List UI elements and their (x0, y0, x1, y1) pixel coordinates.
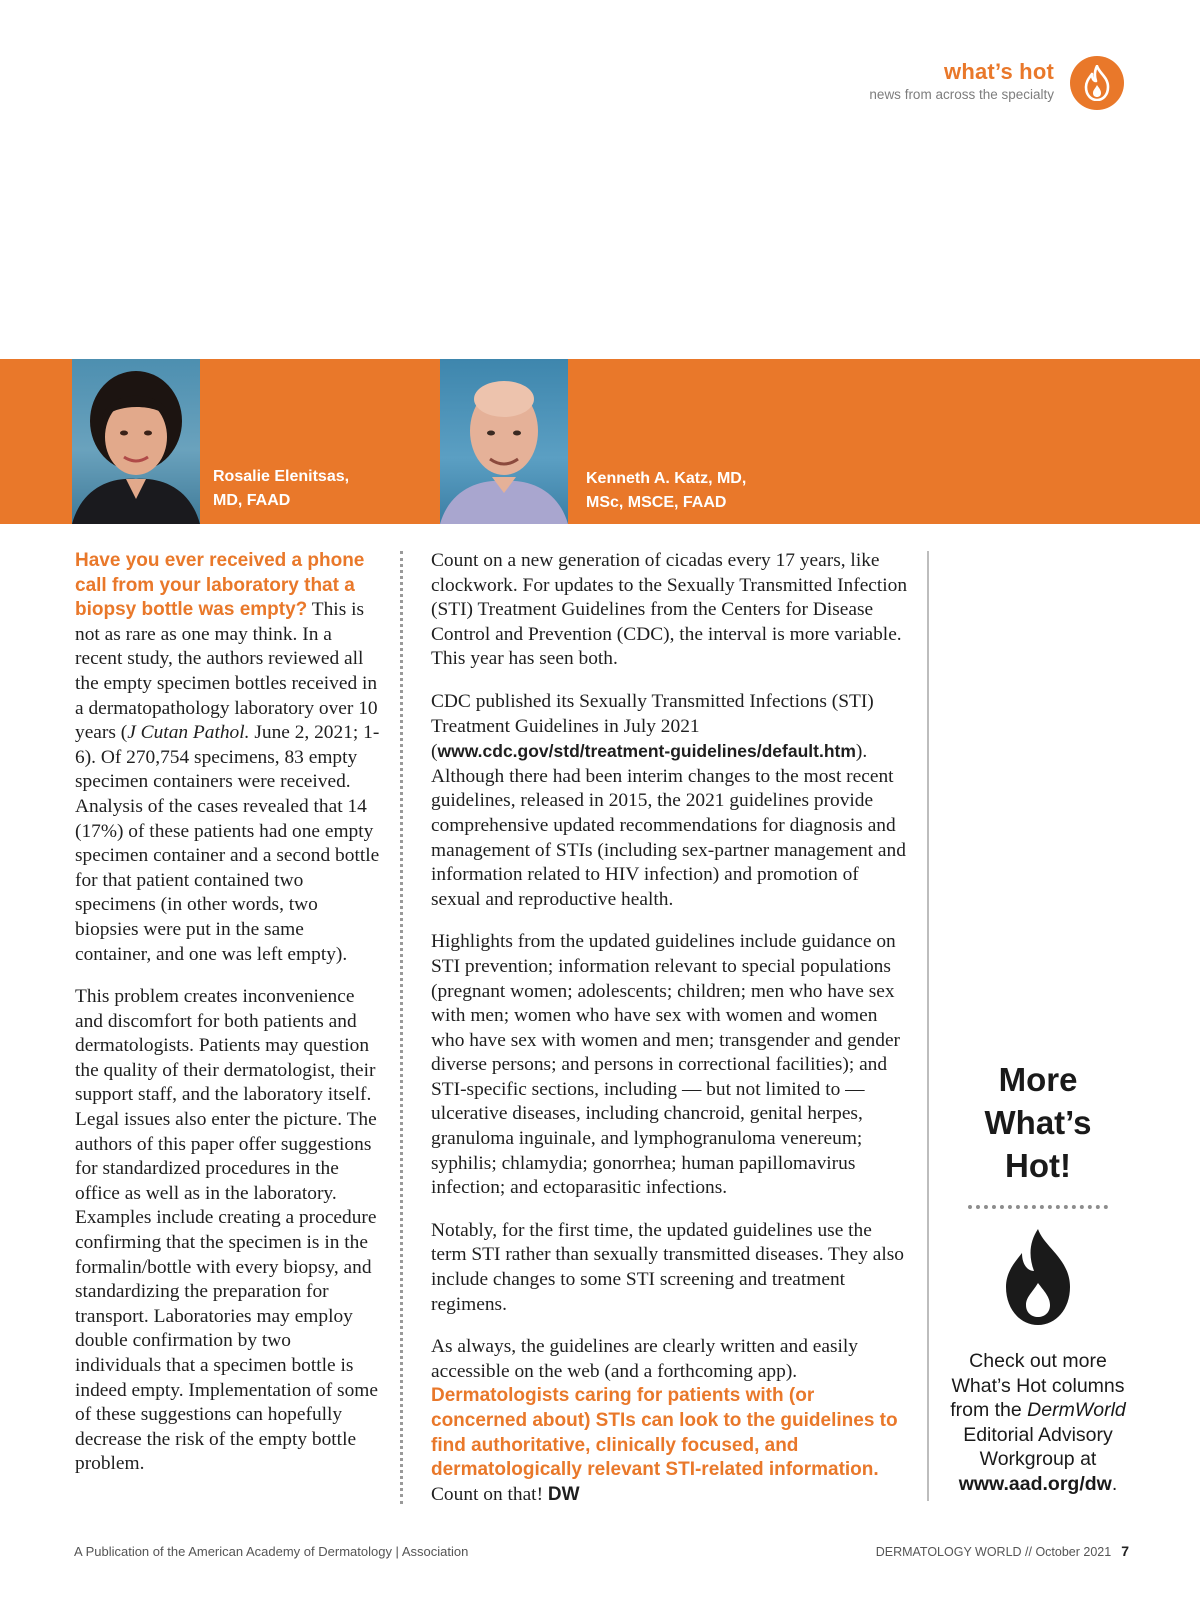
section-subtitle: news from across the specialty (869, 87, 1054, 102)
journal-citation: J Cutan Pathol. (127, 722, 250, 744)
article-text: This is not as rare as one may think. In a recent study, the authors reviewed all the empty specimen bottles received in a dermatopathology laboratory over 10 years ( (75, 599, 378, 744)
author-name-line: Rosalie Elenitsas, (213, 468, 350, 485)
article-lead: Have you ever received a phone call from your laboratory that a biopsy bottle was empty? (75, 550, 365, 621)
author-photo-katz (440, 359, 568, 524)
footer-publisher: A Publication of the American Academy of Dermatology | Association (74, 1544, 469, 1559)
article-paragraph: Highlights from the updated guidelines include guidance on STI prevention; information relevant to special populations (pregnant women; adolescents; children; men who have sex with men; women who have sex with women and women who have sex with women and men; transgender and gender diverse persons; and persons in correctional facilities); and STI-specific sections, including — but not limited to — ulcerative diseases, including chancroid, genital herpes, granuloma inguinale, and lymphogranuloma venereum; syphilis; chlamydia; gonorrhea; human papillomavirus infection; and ectoparasitic infections. (431, 931, 901, 1199)
article-paragraph (431, 1335, 911, 1507)
sidebar-body (945, 1349, 1131, 1496)
page-number: 7 (1121, 1543, 1129, 1559)
article-paragraph (75, 549, 381, 967)
article-paragraph: Count on a new generation of cicadas every 17 years, like clockwork. For updates to the Sexually Transmitted Infection (STI) Treatment Guidelines from the Centers for Disease Control and Prevention (CDC), the interval is more variable. This year has seen both. (431, 550, 908, 670)
dotted-separator (968, 1205, 1108, 1209)
article-highlight: Dermatologists caring for patients with (or concerned about) STIs can look to the guidelines to find authoritative, clinically focused, and dermatologically relevant STI-related information. (431, 1385, 898, 1481)
column-divider-dotted (400, 551, 403, 1504)
author-name-elenitsas (213, 465, 349, 513)
article-paragraph: Notably, for the first time, the updated guidelines use the term STI rather than sexually transmitted diseases. They also include changes to some STI screening and treatment regimens. (431, 1219, 904, 1315)
article-text: As always, the guidelines are clearly written and easily accessible on the web (and a forthcoming app). (431, 1336, 858, 1382)
author-band (0, 359, 1200, 524)
article-text: ). Although there had been interim changes to the most recent guidelines, released in 2015, the 2021 guidelines provide comprehensive updated recommendations for diagnosis and management of STIs (including sex-partner management and information related to HIV infection) and promotion of sexual and reproductive health. (431, 741, 906, 910)
author-name-line: Kenneth A. Katz, MD, (586, 470, 747, 487)
article-paragraph: This problem creates inconvenience and discomfort for both patients and dermatologists. Patients may question the quality of their dermatologist, their support staff, and the laboratory itself. Legal issues also enter the picture. The authors of this paper offer suggestions for standardized procedures in the office as well as in the laboratory. Examples include creating a procedure confirming that the specimen is in the formalin/bottle with every biopsy, and standardizing the preparation for transport. Laboratories may employ double confirmation by two individuals that a specimen bottle is indeed empty. Implementation of some of these suggestions can hopefully decrease the risk of the empty bottle problem. (75, 986, 378, 1475)
author-name-katz (586, 467, 746, 515)
author-photo-elenitsas (72, 359, 200, 524)
author-credentials-line: MD, FAAD (213, 492, 291, 509)
section-title: what’s hot (944, 59, 1054, 84)
dermworld-brand: DermWorld (1027, 1399, 1126, 1421)
column-divider-solid (927, 551, 929, 1501)
sidebar-title-line: Hot! (1005, 1147, 1071, 1184)
article-text: June 2, 2021; 1-6). Of 270,754 specimens, 83 empty specimen containers were received. Analysis of the cases revealed that 14 (17%) of these patients had one empty specimen container and a second bottle for that patient contained two specimens (in other words, two biopsies were put in the same container, and one was left empty). (75, 722, 380, 965)
footer-issue (876, 1543, 1129, 1559)
sidebar-title-line: More (998, 1061, 1078, 1098)
article-empty-biopsy-bottle (75, 549, 381, 1495)
sidebar-text: . (1111, 1472, 1118, 1495)
section-header (869, 58, 1054, 104)
author-credentials-line: MSc, MSCE, FAAD (586, 494, 727, 511)
cdc-guidelines-link[interactable]: www.cdc.gov/std/treatment-guidelines/default.htm (437, 741, 856, 762)
article-text: CDC published its Sexually Transmitted Infections (STI) Treatment Guidelines in July 2021 ( (431, 690, 874, 763)
sidebar-title (945, 1058, 1131, 1187)
article-paragraph (431, 690, 911, 912)
article-text: Count on that! (431, 1483, 548, 1505)
flame-icon (1070, 56, 1124, 110)
sidebar-title-line: What’s (984, 1104, 1092, 1141)
article-sti-guidelines (431, 549, 911, 1525)
footer-issue-text: DERMATOLOGY WORLD // October 2021 (875, 1545, 1112, 1559)
aad-dw-link[interactable]: www.aad.org/dw (958, 1472, 1112, 1495)
dw-signoff: DW (547, 1483, 580, 1505)
sidebar-text: Editorial Advisory Workgroup at (963, 1423, 1113, 1470)
flame-icon (998, 1227, 1078, 1327)
more-whats-hot-sidebar (945, 1058, 1131, 1496)
sidebar-text: Check out more What’s Hot columns from the (950, 1350, 1125, 1421)
